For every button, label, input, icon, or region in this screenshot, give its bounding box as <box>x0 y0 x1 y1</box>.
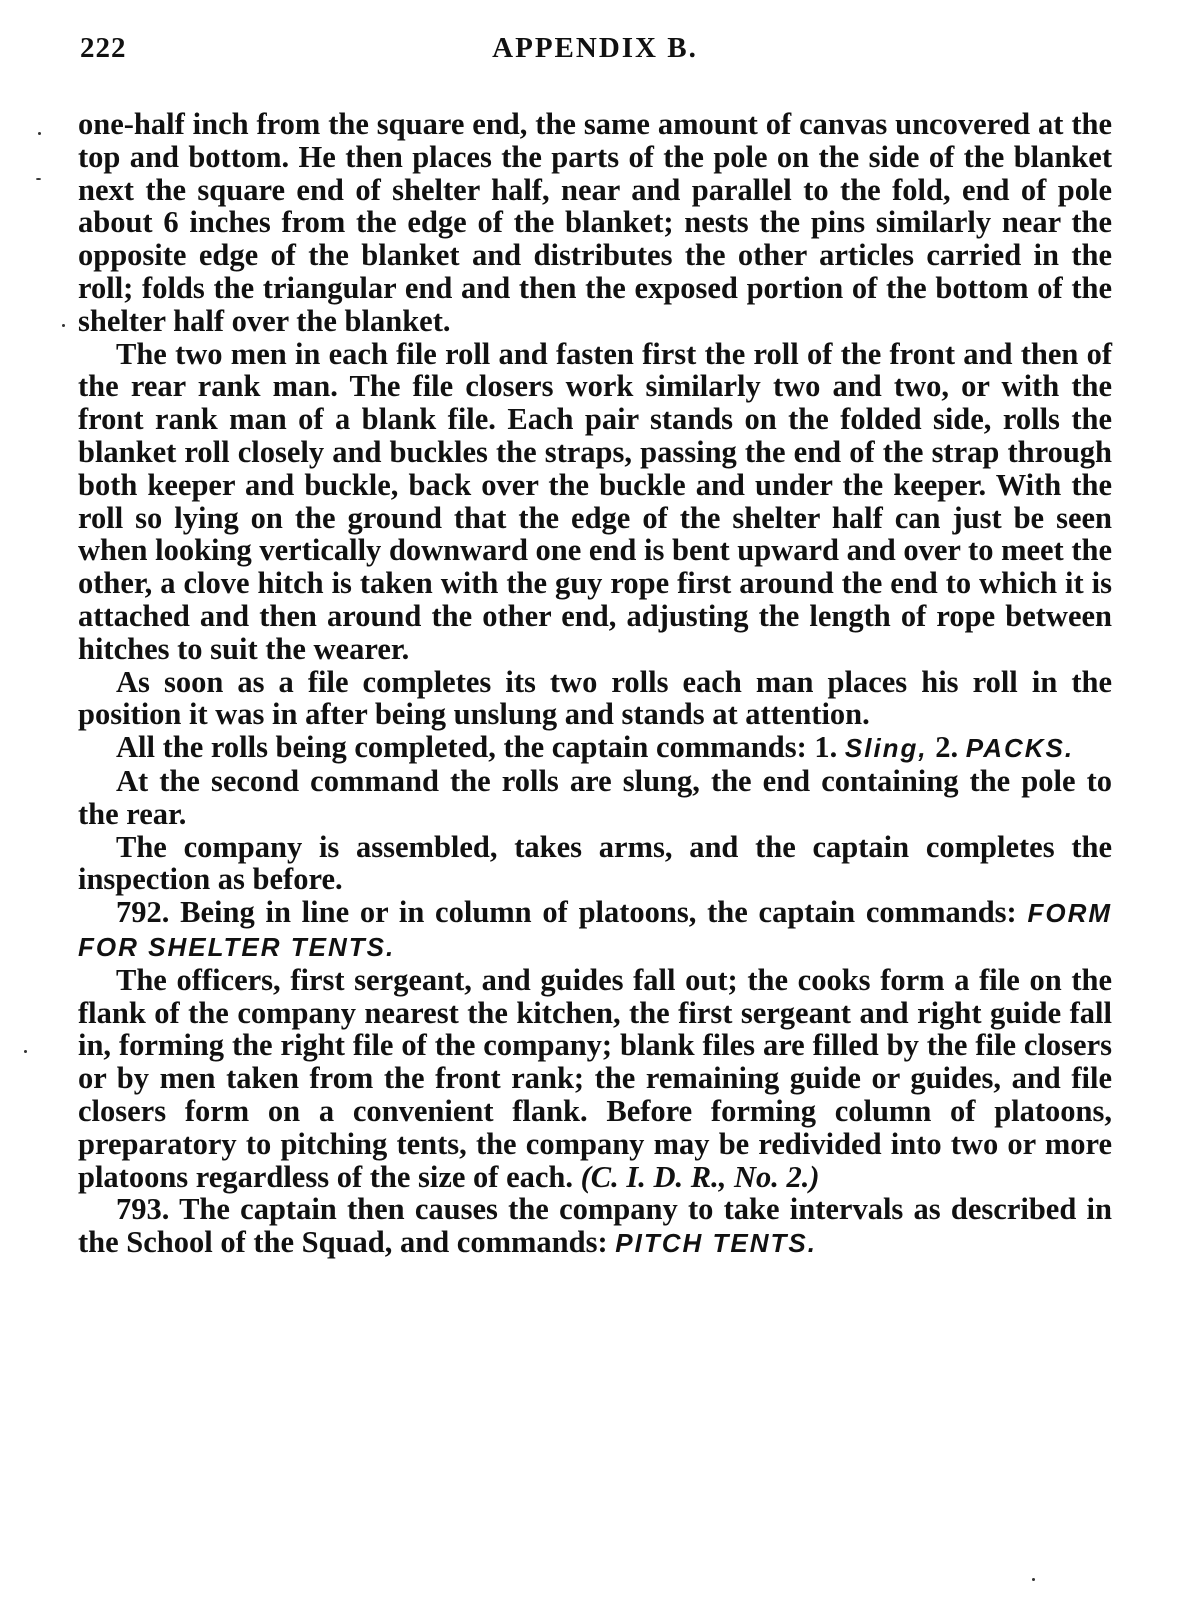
paragraph-793 <box>78 1193 1112 1260</box>
paragraph-792 <box>78 896 1112 964</box>
paragraph <box>78 765 1112 831</box>
paragraph-text: As soon as a file completes its two rolls each man places his roll in the position it was in after being unslung and stands at attention. <box>78 664 1112 732</box>
paragraph-number: 793. <box>116 1192 170 1227</box>
paragraph <box>78 666 1112 732</box>
paragraph <box>78 831 1112 897</box>
running-head: APPENDIX B. <box>492 32 698 64</box>
print-speck <box>38 132 41 135</box>
paragraph-text: All the rolls being completed, the captain commands: 1. <box>116 730 838 765</box>
paragraph-text: At the second command the rolls are slung, the end containing the pole to the rear. <box>78 763 1112 831</box>
command-sling: Sling, <box>844 733 928 764</box>
paragraph-text: The company is assembled, takes arms, and the captain completes the inspection as before. <box>78 829 1112 897</box>
paragraph-text: Being in line or in column of platoons, the captain commands: <box>180 895 1017 930</box>
paragraph-text: The officers, first sergeant, and guides fall out; the cooks form a file on the flank of the company nearest the kitchen, the first sergeant and right guide fall in, forming the right file of the company; blank files are filled by the file closers or by men taken from the front rank; the remaining guide or guides, and file closers form on a convenient flank. Before forming column of platoons, preparatory to pitching tents, the company may be redivided into two or more platoons regardless of the size of each. <box>78 962 1112 1194</box>
print-speck <box>24 1050 27 1053</box>
command-pitch-tents: PITCH TENTS. <box>615 1228 817 1259</box>
paragraph <box>78 964 1112 1194</box>
paragraph-text: The captain then causes the company to take intervals as described in the School of the Squad, and commands: <box>78 1192 1112 1260</box>
paragraph-text: one-half inch from the square end, the same amount of canvas uncovered at the top and bottom. He then places the parts of the pole on the side of the blanket next the square end of shelter half, near and parallel to the fold, end of pole about 6 inches from the edge of the blanket; nests the pins similarly near the opposite edge of the blanket and distributes the other articles carried in the roll; folds the triangular end and then the exposed portion of the bottom of the shelter half over the blanket. <box>78 107 1112 338</box>
paragraph <box>78 731 1112 765</box>
command-form-for-shelter-tents: FORM FOR SHELTER TENTS. <box>78 898 1113 962</box>
command-number: 2. <box>935 730 959 765</box>
page-header <box>80 32 1110 76</box>
print-speck <box>1032 1578 1035 1581</box>
paragraph-text: The two men in each file roll and fasten first the roll of the front and then of the rear rank man. The file closers work similarly two and two, or with the front rank man of a blank file. Each pair stands on the folded side, rolls the blanket roll closely and buckles the straps, passing the end of the strap through both keeper and buckle, back over the buckle and under the keeper. With the roll so lying on the ground that the edge of the shelter half can just be seen when looking vertically downward one end is bent upward and over to meet the other, a clove hitch is taken with the guy rope first around the end to which it is attached and then around the other end, adjusting the length of rope between hitches to suit the wearer. <box>78 336 1112 666</box>
paragraph-continued <box>78 108 1112 338</box>
print-speck <box>36 178 41 180</box>
paragraph <box>78 338 1112 666</box>
page-number: 222 <box>80 32 127 64</box>
reference-citation: (C. I. D. R., No. 2.) <box>580 1159 820 1194</box>
paragraph-number: 792. <box>116 895 170 930</box>
print-speck <box>62 324 65 327</box>
command-packs: PACKS. <box>965 733 1075 764</box>
body-text <box>78 108 1112 1260</box>
